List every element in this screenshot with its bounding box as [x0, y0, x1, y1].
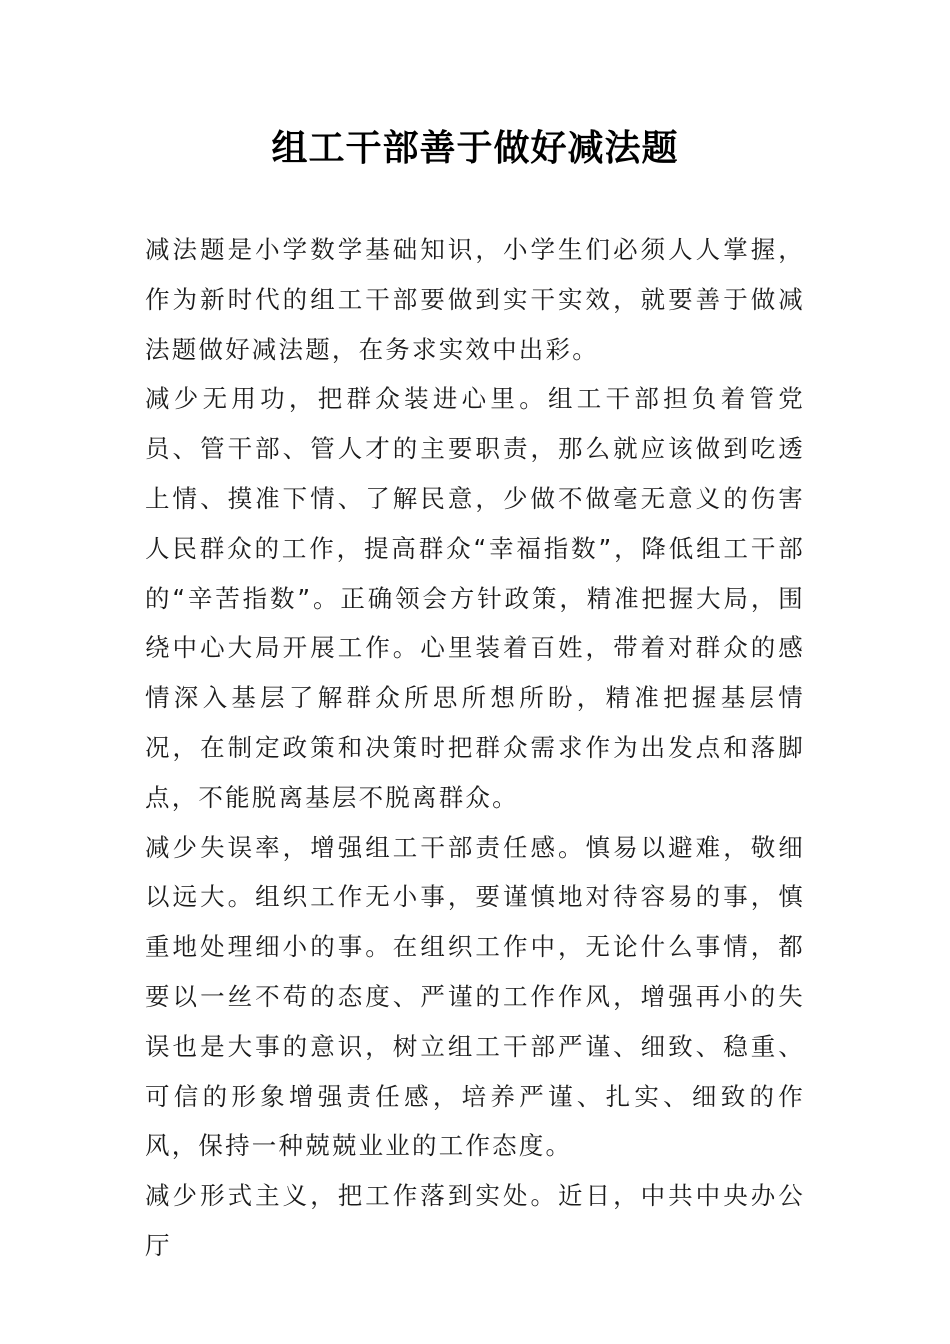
document-body [145, 225, 805, 1271]
paragraph-reduce-useless-work: 减少无用功，把群众装进心里。组工干部担负着管党员、管干部、管人才的主要职责，那么就应该做到吃透上情、摸准下情、了解民意，少做不做毫无意义的伤害人民群众的工作，提高群众“幸福指数”，降低组工干部的“辛苦指数”。正确领会方针政策，精准把握大局，围绕中心大局开展工作。心里装着百姓，带着对群众的感情深入基层了解群众所思所想所盼，精准把握基层情况，在制定政策和决策时把群众需求作为出发点和落脚点，不能脱离基层不脱离群众。 [145, 384, 805, 812]
paragraph-reduce-formalism: 减少形式主义，把工作落到实处。近日，中共中央办公厅 [145, 1181, 805, 1260]
paragraph-intro: 减法题是小学数学基础知识，小学生们必须人人掌握，作为新时代的组工干部要做到实干实效，就要善于做减法题做好减法题，在务求实效中出彩。 [145, 235, 805, 364]
document-title: 组工干部善于做好减法题 [271, 127, 679, 169]
paragraph-reduce-errors: 减少失误率，增强组工干部责任感。慎易以避难，敬细以远大。组织工作无小事，要谨慎地对待容易的事，慎重地处理细小的事。在组织工作中，无论什么事情，都要以一丝不苟的态度、严谨的工作作风，增强再小的失误也是大事的意识，树立组工干部严谨、细致、稳重、可信的形象增强责任感，培养严谨、扎实、细致的作风，保持一种兢兢业业的工作态度。 [145, 832, 805, 1161]
